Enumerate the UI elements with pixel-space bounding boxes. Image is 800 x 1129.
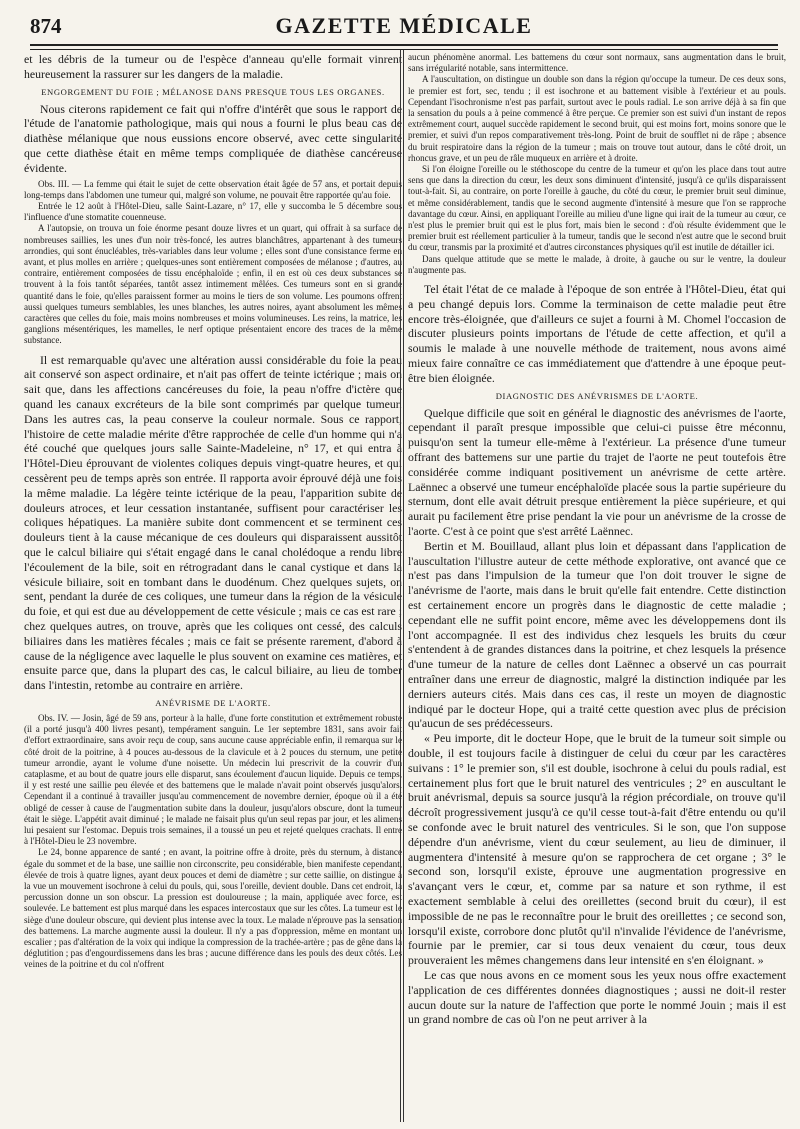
observation-text: Obs. IV. — Josin, âgé de 59 ans, porteur à la halle, d'une forte constitution et extrêmement robuste (il a porté jusqu'à 400 livres pesant), tempérament sanguin. Le 1er septembre 1831, sans avoir fait d'effort extraordinaire, sans avoir reçu de coup, sans aucune cause appréciable enfin, il remarqua sur le côté droit de la poitrine, à 4 pouces au-dessous de la clavicule et à 2 pouces du sternum, une petite tumeur arrondie, ayant le volume d'une noisette. Un médecin lui prescrivit de la couvrir d'un cataplasme, et au bout de quatre jours elle disparut, sans écoulement d'aucun liquide. Depuis ce temps, il y est resté une saillie peu élevée et des battemens que le malade n'avait point observés jusqu'alors. Cependant il a continué à travailler jusqu'au commencement de novembre dernier, époque où il a été obligé de cesser à cause de l'augmentation subite dans la douleur, jusqu'alors obscure, dont la tumeur était le siège. L'appétit avait diminué ; le malade ne faisait plus qu'un seul repas par jour, et les alimens lui pesaient sur l'estomac. Depuis trois semaines, il a toussé un peu et rejeté quelques crachats. Il entre à l'Hôtel-Dieu le 23 novembre. (24, 712, 402, 847)
observation-text: Si l'on éloigne l'oreille ou le stéthoscope du centre de la tumeur et qu'on les place dans tout autre sens que dans la direction du cœur, les deux sons diminuent d'intensité, jusqu'à ce qu'ils disparaissent tout-à-fait. Si, au contraire, on porte l'oreille à gauche, du côté du cœur, le premier bruit seul diminue, et même considérablement, tandis que le second augmente d'intensité à mesure que l'on se rapproche davantage du cœur. Ainsi, en appliquant l'oreille au milieu d'une ligne qui irait de la tumeur au cœur, ce n'est plus le premier bruit qui est le plus fort, mais bien le second : d'où résulte évidemment que le premier bruit est réellement particulier à la tumeur, tandis que le second n'est autre que le second bruit du cœur, transmis par la proximité et d'autres circonstances physiques qu'il est inutile de détailler ici. (408, 164, 786, 253)
intro-paragraph: et les débris de la tumeur ou de l'espèce d'anneau qu'elle formait vinrent heureusement la rassurer sur les dangers de la maladie. (24, 52, 402, 81)
header-rule-thick (30, 44, 778, 46)
section-heading-engorgement: ENGORGEMENT DU FOIE ; MÉLANOSE DANS PRESQUE TOUS LES ORGANES. (41, 86, 385, 97)
column-divider (400, 50, 401, 1122)
right-column (408, 52, 786, 1122)
observation-text: Le 24, bonne apparence de santé ; en avant, la poitrine offre à droite, près du sternum, à distance égale du sommet et de la base, une saillie non circonscrite, peu considérable, bien manifeste cependant, élevée de trois à quatre lignes, ayant deux pouces et demi de diamètre ; sur cette saillie, on distingue à la vue un mouvement isochrone à celui du pouls, qui, sous l'oreille, devient double. Dans cet endroit, la percussion donne un son obscur. La pression est douloureuse ; la main, appliquée avec force, est soulevée. Le battement est plus marqué dans les espaces intercostaux que sur les côtes. La tumeur est le siège d'une douleur obscure, qui devient plus intense avec la toux. Le malade n'éprouve pas la sensation des battemens. La marche augmente aussi la douleur. Il n'y a pas d'oppression, même en montant un escalier ; pas d'altération de la voix qui indique la compression de la trachée-artère ; pas de gêne dans la déglutition ; pas d'engourdissemens dans les bras ; aucune différence dans les pouls des deux côtés. Les veines de la poitrine et du col n'offrent (24, 847, 402, 970)
section-heading-diagnostic: DIAGNOSTIC DES ANÉVRISMES DE L'AORTE. (495, 390, 699, 401)
header-rule-thin (30, 49, 778, 50)
section-heading-anevrisme: ANÉVRISME DE L'AORTE. (155, 697, 271, 708)
column-divider (403, 50, 404, 1122)
body-paragraph: Nous citerons rapidement ce fait qui n'offre d'intérêt que sous le rapport de l'étude de l'anatomie pathologique, mais qui nous a fourni le plus beau cas de diathèse mélanique que nous eussions encore observé, avec cette singularité que cette diathèse était en même temps compliquée de diathèse cancéreuse évidente. (24, 101, 402, 175)
observation-text: A l'autopsie, on trouva un foie énorme pesant douze livres et un quart, qui offrait à sa surface de nombreuses saillies, les unes d'un noir très-foncé, les autres blanchâtres, appartenant à des tumeurs arrondies, qui sont énucléables, très-variables dans leur volume ; elles sont d'une consistance ferme en avant, et plus molles en arrière ; quelques-unes sont entièrement composées de mélanose ; d'autres, au contraire, entièrement composées de tissu encéphaloïde ; enfin, il en est où ces deux substances se trouvent à la fois tantôt séparées, tantôt assez intimement mêlées. Ces tumeurs sont en si grande quantité dans le foie, qu'elles paraissent former au moins le tiers de son volume. Les poumons offrent aussi quelques tumeurs semblables, les unes blanches, les autres noires, ayant absolument les mêmes caractères que celles du foie, mais moins nombreuses et moins volumineuses. Les reins, la matrice, les ganglions mésentériques, les mamelles, le nerf optique présentaient encore des traces de la même substance. (24, 223, 402, 346)
page-header (30, 12, 778, 42)
body-paragraph: Bertin et M. Bouillaud, allant plus loin et dépassant dans l'application de l'auscultation l'illustre auteur de cette méthode explorative, ont avancé que ce n'est pas dans l'impulsion de la tumeur que l'on doit trouver le signe de l'anévrisme de l'aorte, mais dans le bruit qu'elle fait entendre. Cette distinction est certainement encore un progrès dans le diagnostic de cette maladie ; cependant elle ne suffit point encore, même avec les développemens dont ils l'ont accompagnée. Il est des individus chez lesquels les bruits du cœur s'entendent à de grandes distances dans la poitrine, et chez lesquels la présence d'une tumeur de la nature de celles dont Laënnec a observé un cas pourrait entraîner dans une erreur de diagnostic, malgré la distinction indiquée par les derniers auteurs cités. Mais dans ces cas, il reste un moyen de diagnostic indiqué par le docteur Hope, qui a traité cette question avec plus de précision qu'aucun de ses prédécesseurs. (408, 538, 786, 731)
body-paragraph: Il est remarquable qu'avec une altération aussi considérable du foie la peau ait conservé son aspect ordinaire, et n'ait pas offert de teinte ictérique ; mais on sait que, dans les affections cancéreuses du foie, la peau n'offre d'ictère que quand les canaux excréteurs de la bile sont comprimés par quelque tumeur. Dans les autres cas, la peau conserve la couleur normale. Sous ce rapport, l'histoire de cette maladie mérite d'être rapprochée de celle d'un homme qui n'a été couché que quelques jours salle Sainte-Madeleine, n° 17, et qui entra à l'Hôtel-Dieu éprouvant de violentes coliques depuis vingt-quatre heures, et qui cessèrent peu de temps après son entrée. Il rapporta avoir éprouvé déjà une fois la même maladie. La légère teinte ictérique de la peau, l'apparition subite de douleurs atroces, et leur cessation instantanée, suffisent pour caractériser les coliques hépatiques. La manière subite dont commencent et se terminent ces douleurs tient à la cause mécanique de ces douleurs qui disparaissent aussitôt que le calcul biliaire qui s'était engagé dans le canal cholédoque a rendu libre l'écoulement de la bile, soit en rétrogradant dans le canal cystique et dans la vésicule biliaire, soit en tombant dans le duodénum. Chez quelques sujets, on sent, pendant la durée de ces coliques, une tumeur dans la région de la vésicule du foie, et qui est due au développement de cette vésicule ; mais ce cas est rare ; chez quelques autres, on trouve, après que les coliques ont cessé, des calculs biliaires dans les matières fécales ; mais ce fait se présente rarement, d'abord à cause de la négligence avec laquelle le plus souvent on examine ces matières, et ensuite parce que, dans la plupart des cas, le calcul biliaire, au lieu de tomber dans l'intestin, retombe au contraire en arrière. (24, 352, 402, 693)
body-paragraph: Quelque difficile que soit en général le diagnostic des anévrismes de l'aorte, cependant il paraît presque impossible que celui-ci puisse être méconnu, puisqu'on sent la tumeur elle-même à l'extérieur. La présence d'une tumeur offrant des battemens sur une partie du trajet de l'aorte ne peut toutefois être considérée comme indiquant positivement un anévrisme de cette artère. Laënnec a observé une tumeur encéphaloïde placée sous la partie supérieure du sternum, dont elle avait détruit presque entièrement la pièce supérieure, et qui aurait pu facilement être prise pendant la vie pour un anévrisme de la crosse de l'aorte. C'est à ce point que s'est arrêté Laënnec. (408, 405, 786, 539)
quote-paragraph: « Peu importe, dit le docteur Hope, que le bruit de la tumeur soit simple ou double, il est toujours facile à distinguer de celui du cœur par les caractères suivans : 1° le premier son, s'il est double, isochrone à celui du pouls radial, est certainement plus fort que le bruit naturel des ventricules ; 2° en auscultant le bruit anévrismal, depuis sa source jusqu'à la région précordiale, on trouve qu'il décroît progressivement jusqu'à ce qu'il cesse tout-à-fait d'être entendu ou qu'il se confonde avec le bruit naturel des ventricules. Si le son, que l'on suppose dépendre d'un anévrisme, vient du cœur seulement, au lieu de diminuer, il augmentera d'intensité à mesure qu'on se rapprochera de cet organe ; 3° le second son, lorsqu'il existe, éprouve une augmentation progressive en s'avançant vers le cœur, et, comme par sa nature et son rythme, il est exactement semblable à celui des oreillettes (second bruit du cœur), il est impossible de ne pas le reconnaître pour le bruit des oreillettes ; ce second son, lorsqu'il existe, corrobore donc plutôt qu'il n'invalide l'évidence de l'anévrisme, fournie par le premier, car si tous deux venaient du cœur, tous deux prouveraient les mêmes changemens dans leur intensité en s'en éloignant. » (408, 731, 786, 968)
body-paragraph: Tel était l'état de ce malade à l'époque de son entrée à l'Hôtel-Dieu, état qui a peu changé depuis lors. Comme la terminaison de cette maladie peut être encore très-éloignée, que d'ailleurs ce sujet a fourni à M. Chomel l'occasion de discuter plusieurs points importans de l'étude de cette affection, et qu'il a soumis le malade à une nouvelle méthode de traitement, nous avons aimé mieux faire connaître ce cas immédiatement que d'attendre à une époque peut-être bien éloignée. (408, 282, 786, 385)
observation-text: Obs. III. — La femme qui était le sujet de cette observation était âgée de 57 ans, et portait depuis long-temps dans l'abdomen une tumeur qui, malgré son volume, ne pouvait être rapportée qu'au foie. (24, 178, 402, 200)
body-paragraph: Le cas que nous avons en ce moment sous les yeux nous offre exactement l'application de ces différentes données diagnostiques ; aussi ne doit-il rester aucun doute sur la nature de l'affection que porte le nommé Jouin ; mais il est un grand nombre de cas où l'on ne peut arriver à la (408, 967, 786, 1027)
page-number: 874 (30, 14, 62, 38)
left-column (24, 52, 402, 1122)
observation-text: aucun phénomène anormal. Les battemens du cœur sont normaux, sans augmentation dans le bruit, sans irrégularité notable, sans intermittence. (408, 52, 786, 74)
observation-text: Dans quelque attitude que se mette le malade, à droite, à gauche ou sur le ventre, la douleur n'augmente pas. (408, 253, 786, 275)
observation-text: A l'auscultation, on distingue un double son dans la région qu'occupe la tumeur. De ces deux sons, le premier est fort, sec, tendu ; il est isochrone et au battement visible à l'extérieur et au pouls. Cependant l'isochronisme n'est pas parfait, surtout avec le pouls radial. Le son arrive déjà à sa fin que la sensation du pouls a à peine commencé à être perçue. Ce premier son est suivi d'un instant de repos extrêmement court, auquel succède rapidement le second bruit, qui est moins fort, moins sonore que le premier, et suivi d'un repos comparativement très-long. Point de bruit de soufflet ni de râpe ; absence du bruit respiratoire dans la région de la tumeur ; mais on trouve tout autour, dans le côté droit, un rhoncus grave, et un peu de râle muqueux en arrière et à droite. (408, 74, 786, 163)
journal-title: GAZETTE MÉDICALE (275, 13, 533, 38)
observation-text: Entrée le 12 août à l'Hôtel-Dieu, salle Saint-Lazare, n° 17, elle y succomba le 5 décembre sous l'influence d'une stomatite couenneuse. (24, 200, 402, 223)
